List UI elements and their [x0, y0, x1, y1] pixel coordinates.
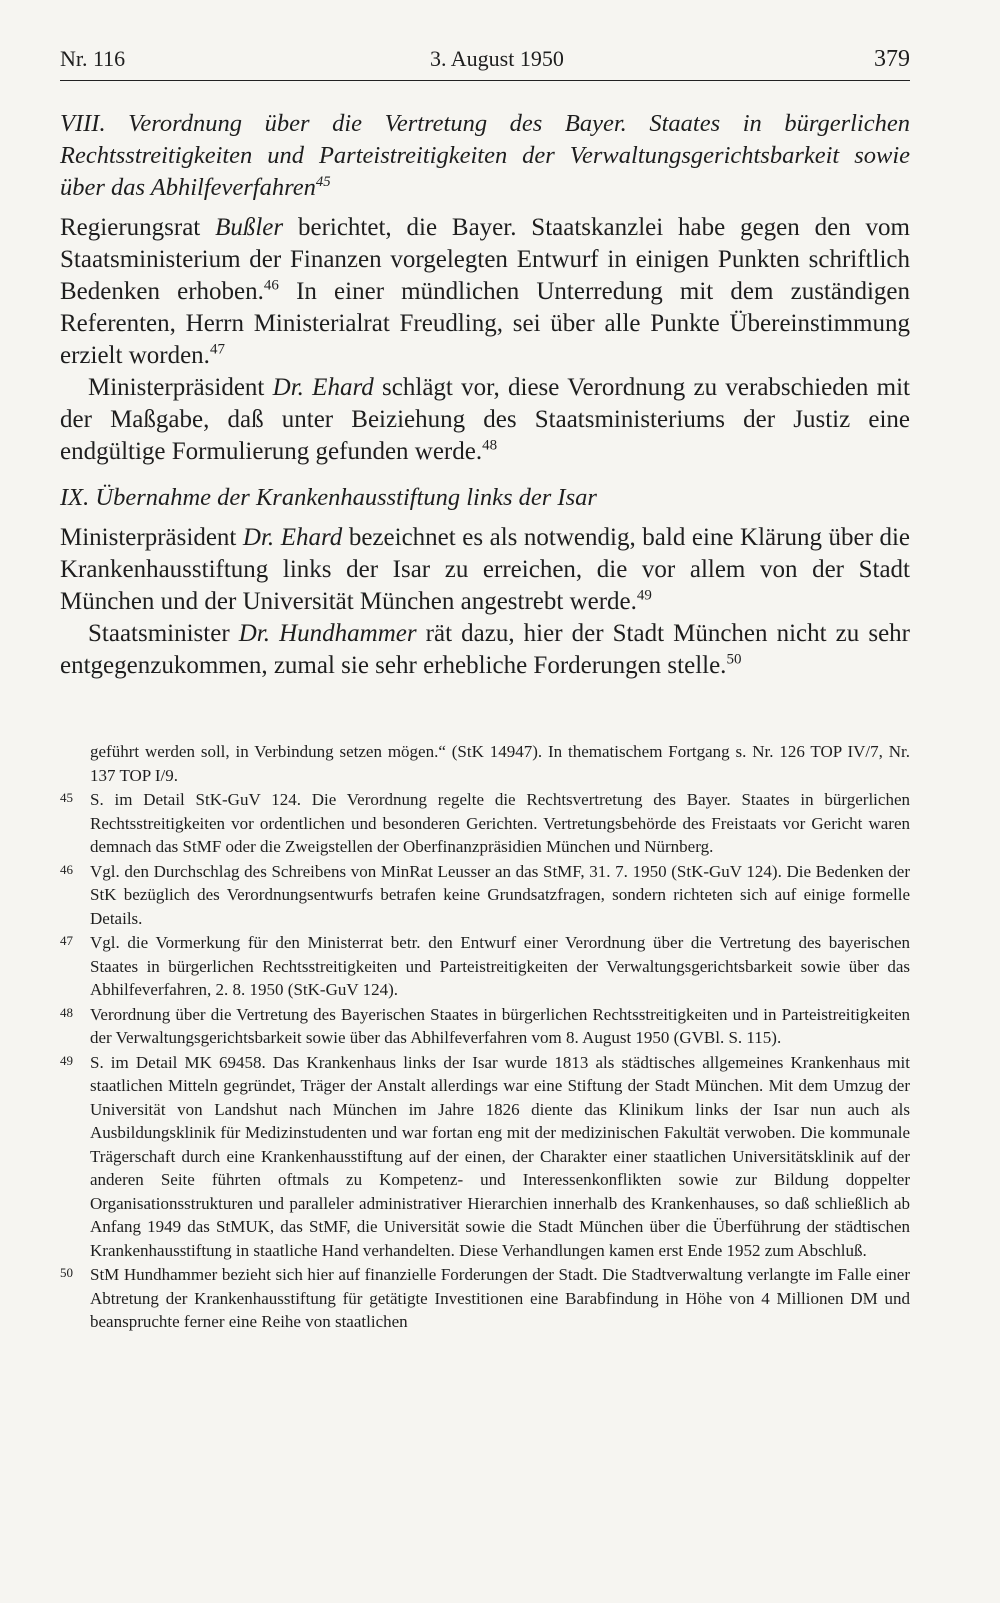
- footnote-ref-45[interactable]: 45: [315, 173, 331, 190]
- paragraph-hundhammer: [60, 618, 910, 682]
- footnote-text: Vgl. den Durchschlag des Schreibens von MinRat Leusser an das StMF, 31. 7. 1950 (StK-GuV 124). Die Bedenken der StK bezüglich des Verordnungsentwurfs betrafen keine Grundsatzfragen, sondern richteten sich auf einige formelle Details.: [90, 861, 910, 928]
- footnote-50: [60, 1263, 910, 1334]
- text-run: In einer mündlichen Unterredung mit dem zuständigen Referenten, Herrn Ministerialrat Freudling, sei über alle Punkte Übereinstimmung erzielt worden.: [60, 278, 911, 369]
- footnote-text: S. im Detail MK 69458. Das Krankenhaus links der Isar wurde 1813 als städtisches allgemeines Krankenhaus mit staatlichen Mitteln gegründet, Träger der Anstalt allerdings war eine Stiftung der Stadt München. Mit dem Umzug der Universität von Landshut nach München im Jahre 1826 diente das Klinikum links der Isar nun auch als Ausbildungsklinik für Medizinstudenten und war fortan eng mit der medizinischen Fakultät verwoben. Die kommunale Trägerschaft durch eine Krankenhausstiftung auf der einen, der Charakter einer staatlichen Universitätsklinik auf der anderen Seite führten oftmals zu Kompetenz- und Interessenkonflikten sowie zur Bildung doppelter Organisationsstrukturen und paralleler administrativer Hierarchien innerhalb des Krankenhauses, so daß schließlich ab Anfang 1949 das StMUK, das StMF, die Universität sowie die Stadt München über die Überführung der städtischen Krankenhausstiftung in staatliche Hand verhandelten. Diese Verhandlungen kamen erst Ende 1952 zum Abschluß.: [90, 1052, 910, 1260]
- footnote-continuation: geführt werden soll, in Verbindung setzen mögen.“ (StK 14947). In thematischem Fortgang s. Nr. 126 TOP IV/7, Nr. 137 TOP I/9.: [90, 742, 910, 785]
- footnote-text: S. im Detail StK-GuV 124. Die Verordnung regelte die Rechtsvertretung des Bayer. Staates in bürgerlichen Rechtsstreitigkeiten vor ordentlichen und besonderen Gerichten. Vertretungsbehörde des Freistaats vor Gericht waren demnach das StMF oder die Zweigstellen der Oberfinanzpräsidien München und Nürnberg.: [90, 790, 910, 856]
- paragraph-ehard-ix: [60, 522, 910, 618]
- document-number: Nr. 116: [60, 46, 126, 71]
- footnote-45: [60, 788, 910, 859]
- running-header: [60, 40, 910, 81]
- footnote-ref-49[interactable]: 49: [636, 587, 652, 604]
- footnote-text: StM Hundhammer bezieht sich hier auf finanzielle Forderungen der Stadt. Die Stadtverwaltung verlangte im Falle einer Abtretung der Krankenhausstiftung für getätigte Investitionen eine Barabfindung in Höhe von 4 Millionen DM und beanspruchte ferner eine Reihe von staatlichen: [90, 1265, 910, 1331]
- heading-text: VIII. Verordnung über die Vertretung des Bayer. Staates in bürgerlichen Rechtsstreitigkeiten und Parteistreitigkeiten der Verwaltungsgerichtsbarkeit sowie über das Abhilfeverfahren: [60, 110, 910, 201]
- footnote-46: [60, 860, 910, 931]
- footnote-number: 46: [60, 861, 73, 877]
- footnote-49: [60, 1051, 910, 1263]
- footnote-number: 45: [60, 790, 73, 805]
- footnote-ref-46[interactable]: 46: [263, 277, 279, 294]
- footnote-number: 48: [60, 1004, 73, 1020]
- session-date: 3. August 1950: [430, 46, 564, 71]
- main-text: [60, 108, 910, 682]
- text-run: berichtet, die Bayer. Staatskanzlei habe gegen den vom Staatsministerium der Finanzen vorgelegten Entwurf in einigen Punkten schriftlich Bedenken erhoben.: [60, 214, 910, 305]
- section-heading-viii: [60, 108, 910, 204]
- text-run: schlägt vor, diese Verordnung zu verabschieden mit der Maßgabe, daß unter Beiziehung des Staatsministeriums der Justiz eine endgültige Formulierung gefunden werde.: [60, 374, 910, 465]
- footnote-number: 47: [60, 933, 73, 948]
- footnotes: [60, 740, 910, 1335]
- footnote-48: [60, 1003, 910, 1050]
- text-run: Ministerpräsident: [88, 374, 273, 401]
- footnote-number: 49: [60, 1052, 73, 1068]
- section-heading-ix: IX. Übernahme der Krankenhausstiftung links der Isar: [60, 484, 597, 511]
- footnote-text: Verordnung über die Vertretung des Bayerischen Staates in bürgerlichen Rechtsstreitigkeiten und in Parteistreitigkeiten der Verwaltungsgerichtsbarkeit sowie über das Abhilfeverfahren vom 8. August 1950 (GVBl. S. 115).: [90, 1004, 910, 1047]
- speaker-name: Dr. Ehard: [272, 374, 374, 401]
- footnote-ref-48[interactable]: 48: [482, 437, 498, 454]
- text-run: bezeichnet es als notwendig, bald eine Klärung über die Krankenhausstiftung links der Isar zu erreichen, die vor allem von der Stadt München und der Universität München angestrebt werde.: [60, 524, 911, 615]
- text-run: Staatsminister: [88, 620, 239, 647]
- footnote-ref-50[interactable]: 50: [726, 651, 742, 668]
- speaker-name: Dr. Hundhammer: [238, 620, 417, 647]
- speaker-name: Dr. Ehard: [242, 524, 343, 551]
- paragraph-ehard-viii: [60, 372, 910, 468]
- text-run: rät dazu, hier der Stadt München nicht zu sehr entgegenzukommen, zumal sie sehr erhebliche Forderungen stelle.: [60, 620, 911, 679]
- text-run: Ministerpräsident: [60, 524, 243, 551]
- footnote-47: [60, 931, 910, 1002]
- text-run: Regierungsrat: [60, 214, 216, 241]
- footnote-text: Vgl. die Vormerkung für den Ministerrat betr. den Entwurf einer Verordnung über die Vertretung des bayerischen Staates in bürgerlichen Rechtsstreitigkeiten und Parteistreitigkeiten der Verwaltungsgerichtsbarkeit sowie über das Abhilfeverfahren, 2. 8. 1950 (StK-GuV 124).: [90, 933, 910, 999]
- page-number: 379: [874, 46, 910, 72]
- footnote-number: 50: [60, 1265, 73, 1280]
- speaker-name: Bußler: [215, 214, 284, 241]
- paragraph-bussler: [60, 212, 910, 372]
- footnote-ref-47[interactable]: 47: [209, 341, 225, 358]
